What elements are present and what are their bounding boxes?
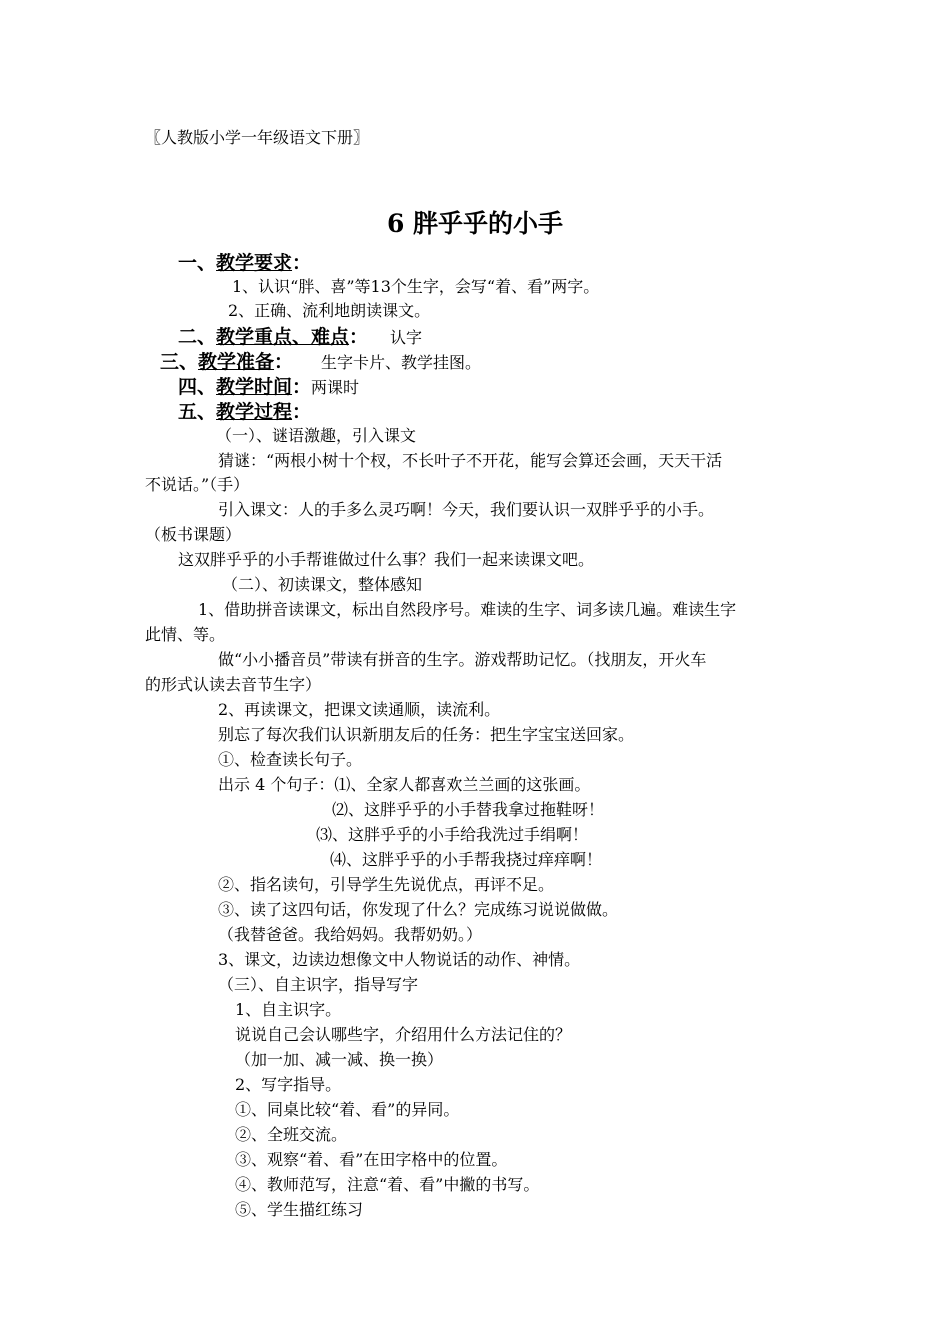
body-line: ①、同桌比较“着、看”的异同。: [235, 1100, 460, 1119]
section-number: 二、: [178, 326, 217, 348]
body-line: 这双胖乎乎的小手帮谁做过什么事？我们一起来读课文吧。: [178, 550, 595, 569]
section-2: [178, 325, 422, 350]
body-line: 引入课文：人的手多么灵巧啊！今天，我们要认识一双胖乎乎的小手。: [218, 500, 715, 519]
body-line: ④、教师范写，注意“着、看”中撇的书写。: [235, 1175, 540, 1194]
section-colon: ：: [292, 401, 312, 423]
section-number: 五、: [178, 401, 217, 423]
body-line: 3、课文，边读边想像文中人物说话的动作、神情。: [218, 950, 581, 969]
body-line: ⑤、学生描红练习: [235, 1200, 364, 1219]
body-line: 此情、等。: [145, 625, 226, 644]
section-colon: ：: [292, 252, 312, 274]
body-line: （加一加、减一减、换一换）: [235, 1050, 444, 1069]
body-line: （我替爸爸。我给妈妈。我帮奶奶。）: [218, 925, 483, 944]
body-line: 1、借助拼音读课文，标出自然段序号。难读的生字、词多读几遍。难读生字: [198, 600, 737, 619]
body-line: ⑷、这胖乎乎的小手帮我挠过痒痒啊！: [330, 850, 603, 869]
document-header: 〖人教版小学一年级语文下册〗: [145, 128, 370, 147]
body-line: 说说自己会认哪些字，介绍用什么方法记住的？: [235, 1025, 572, 1044]
body-line: ③、观察“着、看”在田字格中的位置。: [235, 1150, 508, 1169]
body-line: 2、再读课文，把课文读通顺，读流利。: [218, 700, 501, 719]
body-line: 不说话。”（手）: [145, 475, 250, 494]
body-line: 2、写字指导。: [235, 1075, 342, 1094]
section-text: 生字卡片、教学挂图。: [321, 353, 482, 372]
body-line: 出示 4 个句子：⑴、全家人都喜欢兰兰画的这张画。: [218, 775, 591, 794]
section-heading: 教学时间: [216, 376, 293, 398]
body-line: 猜谜：“两根小树十个杈，不长叶子不开花，能写会算还会画，天天干活: [218, 451, 723, 470]
section-heading: 教学准备: [198, 351, 275, 373]
section-3: [160, 350, 481, 375]
body-line: ③、读了这四句话，你发现了什么？完成练习说说做做。: [218, 900, 619, 919]
section-text: 认字: [390, 328, 423, 347]
body-line: （三）、自主识字，指导写字: [218, 975, 419, 994]
section-number: 四、: [178, 376, 217, 398]
requirement-1: 1、认识“胖、喜”等13个生字，会写“着、看”两字。: [232, 277, 600, 296]
section-colon: ：: [274, 351, 294, 373]
body-line: （二）、初读课文，整体感知: [222, 575, 423, 594]
section-number: 一、: [178, 252, 217, 274]
section-number: 三、: [160, 351, 199, 373]
body-line: ⑶、这胖乎乎的小手给我洗过手绢啊！: [316, 825, 589, 844]
body-line: 别忘了每次我们认识新朋友后的任务：把生字宝宝送回家。: [218, 725, 635, 744]
body-line: （板书课题）: [145, 525, 242, 544]
section-heading: 教学过程: [216, 401, 293, 423]
section-text: 两课时: [311, 378, 360, 397]
section-1: [178, 251, 311, 275]
body-line: （一）、谜语激趣，引入课文: [216, 426, 417, 445]
body-line: ⑵、这胖乎乎的小手替我拿过拖鞋呀！: [332, 800, 605, 819]
body-line: 的形式认读去音节生字）: [145, 675, 322, 694]
section-4: [178, 375, 359, 400]
section-5: [178, 400, 311, 424]
section-heading: 教学要求: [216, 252, 293, 274]
section-colon: ：: [349, 326, 369, 348]
body-line: 做“小小播音员”带读有拼音的生字。游戏帮助记忆。（找朋友，开火车: [218, 650, 707, 669]
section-colon: ：: [292, 376, 312, 398]
lesson-title: 6 胖乎乎的小手: [386, 209, 564, 238]
requirement-2: 2、正确、流利地朗读课文。: [228, 301, 431, 320]
body-line: ②、全班交流。: [235, 1125, 348, 1144]
body-line: 1、自主识字。: [235, 1000, 342, 1019]
body-line: ②、指名读句，引导学生先说优点，再评不足。: [218, 875, 555, 894]
section-heading: 教学重点、难点: [216, 326, 350, 348]
body-line: ①、检查读长句子。: [218, 750, 363, 769]
